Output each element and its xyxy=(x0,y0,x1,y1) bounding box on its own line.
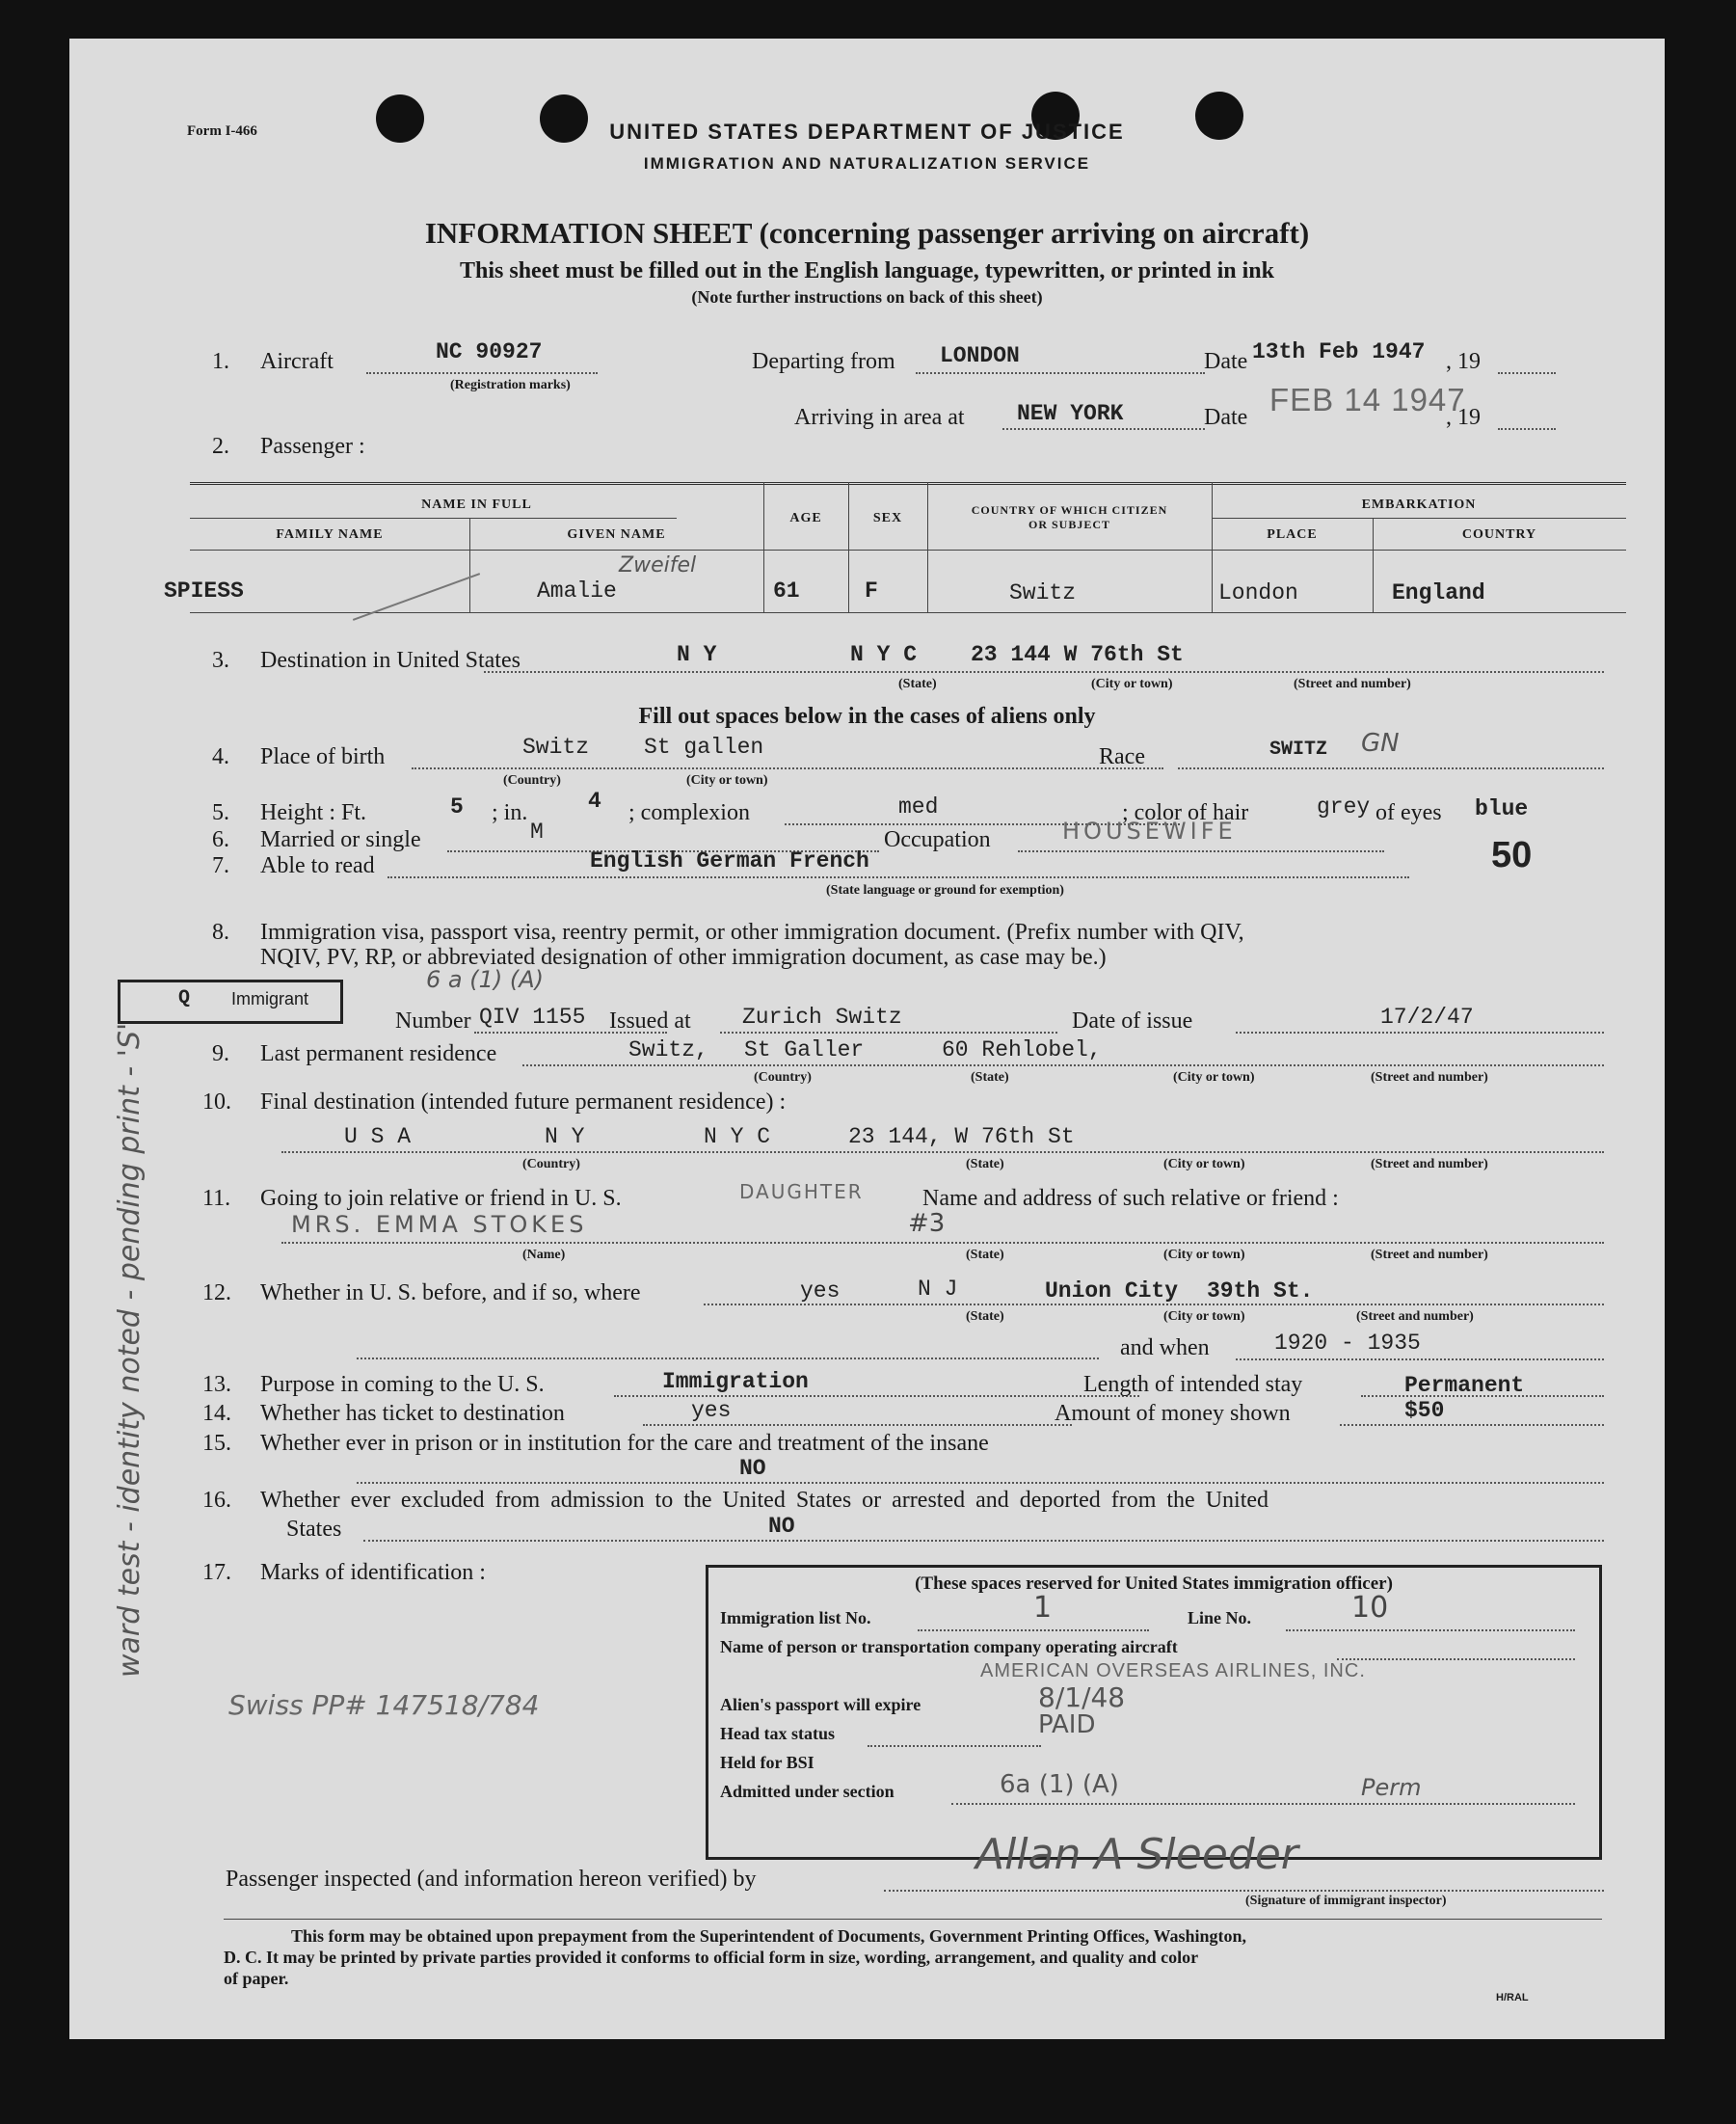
join-relation-handwritten: DAUGHTER xyxy=(739,1180,864,1203)
arrival-date-label: Date xyxy=(1204,405,1248,430)
item-number: 12. xyxy=(202,1280,231,1305)
married-label: Married or single xyxy=(260,827,421,852)
head-tax-value: PAID xyxy=(1038,1710,1096,1739)
city-caption: (City or town) xyxy=(1173,1070,1255,1085)
city-caption: (City or town) xyxy=(1163,1157,1245,1171)
arrival-date-stamp: FEB 14 1947 xyxy=(1269,382,1466,417)
operator-stamp: AMERICAN OVERSEAS AIRLINES, INC. xyxy=(980,1660,1366,1681)
line-number-label: Line No. xyxy=(1188,1608,1252,1627)
registration-caption: (Registration marks) xyxy=(450,378,571,392)
occupation-handwritten: HOUSEWIFE xyxy=(1062,818,1237,845)
year-suffix: , 19 xyxy=(1446,349,1481,374)
stay-label: Length of intended stay xyxy=(1083,1372,1303,1397)
admitted-section-value: 6a (1) (A) xyxy=(1000,1770,1119,1799)
ticket-value: yes xyxy=(691,1398,732,1423)
before-street-value: 39th St. xyxy=(1207,1278,1314,1304)
before-state-value: N J xyxy=(918,1277,958,1302)
excluded-label-cont: States xyxy=(286,1517,342,1542)
height-feet-value: 5 xyxy=(450,794,464,820)
street-caption: (Street and number) xyxy=(1371,1070,1488,1085)
when-label: and when xyxy=(1120,1335,1210,1360)
item-number: 16. xyxy=(202,1488,231,1513)
aircraft-value: NC 90927 xyxy=(436,339,543,364)
item-number: 6. xyxy=(212,827,229,852)
signature-caption: (Signature of immigrant inspector) xyxy=(1245,1894,1447,1908)
footer-text-end: of paper. xyxy=(224,1969,289,1988)
item-number: 4. xyxy=(212,744,229,769)
birth-country-value: Switz xyxy=(522,735,590,760)
issue-date-label: Date of issue xyxy=(1072,1008,1193,1034)
complexion-label: ; complexion xyxy=(628,800,750,825)
final-country-value: U S A xyxy=(344,1124,412,1149)
height-inches-label: ; in. xyxy=(492,800,528,825)
hair-value: grey xyxy=(1317,794,1371,820)
state-caption: (State) xyxy=(966,1157,1004,1171)
departure-date-label: Date xyxy=(1204,349,1248,374)
footer-code: H/RAL xyxy=(1496,1992,1529,2003)
departure-date-value: 13th Feb 1947 xyxy=(1252,339,1426,364)
destination-state-value: N Y xyxy=(677,642,717,667)
languages-value: English German French xyxy=(590,848,869,874)
street-caption: (Street and number) xyxy=(1371,1157,1488,1171)
handwritten-code: 50 xyxy=(1491,835,1533,875)
stay-value: Permanent xyxy=(1404,1373,1525,1398)
destination-city-value: N Y C xyxy=(850,642,918,667)
marks-handwritten: Swiss PP# 147518/784 xyxy=(228,1689,540,1721)
family-name-value: SPIESS xyxy=(164,578,244,604)
visa-text: Immigration visa, passport visa, reentry permit, or other immigration document. (Prefix number with QIV, xyxy=(260,920,1244,945)
item-number: 5. xyxy=(212,800,229,825)
arriving-label: Arriving in area at xyxy=(794,405,965,430)
col-given-name: GIVEN NAME xyxy=(567,527,666,542)
col-place: PLACE xyxy=(1267,527,1318,542)
col-sex: SEX xyxy=(872,511,903,525)
arriving-value: NEW YORK xyxy=(1017,401,1124,426)
item-number: 10. xyxy=(202,1089,231,1115)
stamp-value: Q xyxy=(178,987,191,1009)
passport-expire-value: 8/1/48 xyxy=(1038,1681,1126,1713)
passport-expire-label: Alien's passport will expire xyxy=(720,1695,921,1714)
state-caption: (State) xyxy=(898,677,937,691)
when-value: 1920 - 1935 xyxy=(1274,1331,1421,1356)
street-caption: (Street and number) xyxy=(1356,1309,1474,1324)
join-name-label: Name and address of such relative or friend : xyxy=(922,1186,1339,1211)
excluded-label: Whether ever excluded from admission to the United States or arrested and deported from the United xyxy=(260,1488,1269,1513)
immigrant-stamp xyxy=(118,980,343,1024)
margin-handwritten-note: ward test - identity noted - pending print - 'S' xyxy=(113,1022,147,1678)
page-title: INFORMATION SHEET (concerning passenger arriving on aircraft) xyxy=(424,216,1310,250)
married-value: M xyxy=(530,820,544,845)
item-number: 1. xyxy=(212,349,229,374)
residence-street-value: 60 Rehlobel, xyxy=(942,1037,1102,1062)
state-caption: (State) xyxy=(966,1309,1004,1324)
year-suffix: , 19 xyxy=(1446,405,1481,430)
instructions-line: This sheet must be filled out in the English language, typewritten, or printed in ink xyxy=(460,258,1274,283)
item-number: 15. xyxy=(202,1431,231,1456)
destination-label: Destination in United States xyxy=(260,648,521,673)
admitted-section-value-2: Perm xyxy=(1361,1774,1422,1801)
departing-value: LONDON xyxy=(940,343,1020,368)
country-caption: (Country) xyxy=(522,1157,580,1171)
residence-country-value: Switz, xyxy=(628,1037,708,1062)
read-caption: (State language or ground for exemption) xyxy=(826,883,1064,898)
given-name-handwritten: Zweifel xyxy=(619,553,697,578)
departing-label: Departing from xyxy=(752,349,895,374)
ticket-label: Whether has ticket to destination xyxy=(260,1401,565,1426)
col-age: AGE xyxy=(789,511,822,525)
form-id: Form I-466 xyxy=(187,123,257,139)
street-caption: (Street and number) xyxy=(1294,677,1411,691)
officer-box-title: (These spaces reserved for United States immigration officer) xyxy=(915,1573,1393,1594)
item-number: 11. xyxy=(202,1186,231,1211)
item-number: 14. xyxy=(202,1401,231,1426)
citizen-value: Switz xyxy=(1009,580,1077,605)
final-city-value: N Y C xyxy=(704,1124,771,1149)
excluded-value: NO xyxy=(768,1514,795,1539)
sex-value: F xyxy=(865,578,878,604)
join-name-handwritten: MRS. EMMA STOKES xyxy=(291,1211,588,1238)
purpose-label: Purpose in coming to the U. S. xyxy=(260,1372,545,1397)
department-heading: UNITED STATES DEPARTMENT OF JUSTICE xyxy=(609,120,1125,144)
held-bsi-label: Held for BSI xyxy=(720,1753,815,1772)
money-label: Amount of money shown xyxy=(1055,1401,1291,1426)
col-country: COUNTRY xyxy=(1461,527,1537,542)
birth-label: Place of birth xyxy=(260,744,386,769)
before-city-value: Union City xyxy=(1045,1278,1179,1304)
final-street-value: 23 144, W 76th St xyxy=(848,1124,1075,1149)
item-number: 2. xyxy=(212,434,229,459)
service-heading: IMMIGRATION AND NATURALIZATION SERVICE xyxy=(643,154,1091,173)
height-inches-value: 4 xyxy=(588,789,601,814)
marks-label: Marks of identification : xyxy=(260,1560,486,1585)
age-value: 61 xyxy=(773,578,800,604)
money-value: $50 xyxy=(1404,1398,1445,1423)
stamp-label: Immigrant xyxy=(231,989,309,1008)
aliens-note: Fill out spaces below in the cases of aliens only xyxy=(638,704,1096,729)
hair-label: ; color of hair xyxy=(1122,800,1249,825)
footer-text-cont: D. C. It may be printed by private parties provided it conforms to official form in size, wording, arrangement, and quality and color xyxy=(224,1948,1199,1967)
item-number: 7. xyxy=(212,853,229,878)
join-label: Going to join relative or friend in U. S. xyxy=(260,1186,622,1211)
purpose-value: Immigration xyxy=(662,1369,809,1394)
col-family-name: FAMILY NAME xyxy=(276,527,384,542)
race-handwritten: GN xyxy=(1361,729,1400,758)
visa-text-cont: NQIV, PV, RP, or abbreviated designation of other immigration document, as case may be.) xyxy=(260,945,1107,970)
street-caption: (Street and number) xyxy=(1371,1248,1488,1262)
before-value: yes xyxy=(800,1278,841,1304)
complexion-value: med xyxy=(898,794,939,820)
state-caption: (State) xyxy=(966,1248,1004,1262)
prison-value: NO xyxy=(739,1456,766,1481)
admitted-section-label: Admitted under section xyxy=(720,1782,895,1801)
final-state-value: N Y xyxy=(545,1124,585,1149)
name-caption: (Name) xyxy=(522,1248,566,1262)
before-label: Whether in U. S. before, and if so, where xyxy=(260,1280,641,1305)
residence-label: Last permanent residence xyxy=(260,1041,497,1066)
operator-label: Name of person or transportation company operating aircraft xyxy=(720,1637,1178,1656)
country-caption: (Country) xyxy=(503,773,561,788)
country-caption: (Country) xyxy=(754,1070,812,1085)
passenger-label: Passenger : xyxy=(260,434,365,459)
form-sheet xyxy=(69,39,1665,2039)
destination-street-value: 23 144 W 76th St xyxy=(971,642,1184,667)
join-street-handwritten: #3 xyxy=(908,1209,946,1238)
read-label: Able to read xyxy=(260,853,375,878)
city-caption: (City or town) xyxy=(1163,1248,1245,1262)
prison-label: Whether ever in prison or in institution for the care and treatment of the insane xyxy=(260,1431,989,1456)
birth-city-value: St gallen xyxy=(644,735,764,760)
col-name-in-full: NAME IN FULL xyxy=(421,497,532,512)
item-number: 13. xyxy=(202,1372,231,1397)
inspector-signature: Allan A Sleeder xyxy=(975,1830,1298,1879)
city-caption: (City or town) xyxy=(686,773,768,788)
issue-date-value: 17/2/47 xyxy=(1380,1005,1474,1030)
city-caption: (City or town) xyxy=(1091,677,1173,691)
item-number: 3. xyxy=(212,648,229,673)
city-caption: (City or town) xyxy=(1163,1309,1245,1324)
item-number: 9. xyxy=(212,1041,229,1066)
item-number: 8. xyxy=(212,920,229,945)
given-name-value: Amalie xyxy=(537,578,617,604)
line-number-value: 10 xyxy=(1351,1591,1389,1625)
height-label: Height : Ft. xyxy=(260,800,367,825)
race-value: SWITZ xyxy=(1269,739,1328,761)
race-label: Race xyxy=(1099,744,1145,769)
visa-number-label: Number xyxy=(395,1008,471,1034)
item-number: 17. xyxy=(202,1560,231,1585)
list-number-value: 1 xyxy=(1033,1591,1053,1625)
inspected-label: Passenger inspected (and information hereon verified) by xyxy=(226,1867,757,1892)
issued-at-label: Issued at xyxy=(609,1008,691,1034)
embarkation-country-value: England xyxy=(1392,580,1485,605)
eyes-value: blue xyxy=(1475,796,1529,821)
embarkation-place-value: London xyxy=(1218,580,1298,605)
residence-state-value: St Galler xyxy=(744,1037,865,1062)
eyes-label: of eyes xyxy=(1375,800,1442,825)
head-tax-label: Head tax status xyxy=(720,1724,836,1743)
col-embarkation: EMBARKATION xyxy=(1361,497,1477,512)
final-destination-label: Final destination (intended future permanent residence) : xyxy=(260,1089,787,1115)
visa-number-value: QIV 1155 xyxy=(479,1005,586,1030)
list-number-label: Immigration list No. xyxy=(720,1608,871,1627)
instructions-note: (Note further instructions on back of this sheet) xyxy=(691,287,1043,307)
visa-handwritten: 6 a (1) (A) xyxy=(426,966,545,993)
state-caption: (State) xyxy=(971,1070,1009,1085)
footer-text: This form may be obtained upon prepayment from the Superintendent of Documents, Government Printing Offices, Washington, xyxy=(291,1926,1247,1946)
col-citizen-sub: OR SUBJECT xyxy=(1028,518,1111,531)
aircraft-label: Aircraft xyxy=(260,349,334,374)
col-citizen: COUNTRY OF WHICH CITIZEN xyxy=(971,503,1168,517)
issued-at-value: Zurich Switz xyxy=(742,1005,902,1030)
occupation-label: Occupation xyxy=(884,827,991,852)
